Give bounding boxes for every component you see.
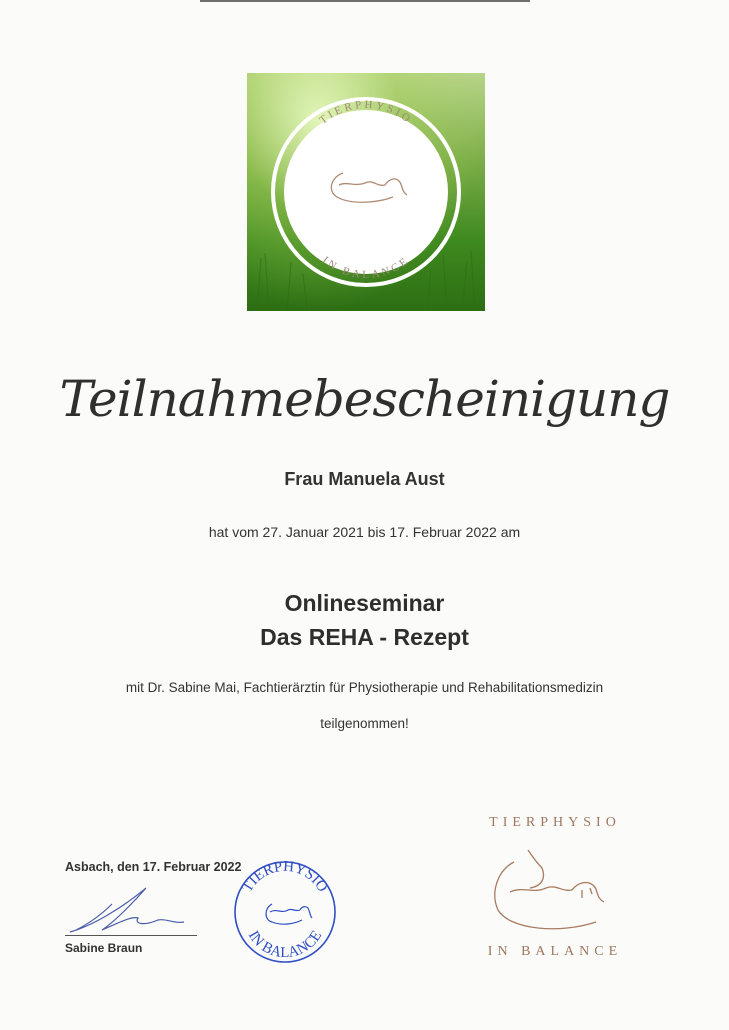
stamp-icon — [230, 856, 340, 968]
svg-text:TIERPHYSIO: TIERPHYSIO — [239, 858, 331, 896]
place-and-date: Asbach, den 17. Februar 2022 — [65, 860, 242, 874]
certificate-title: Teilnahmebescheinigung — [59, 370, 670, 428]
svg-text:TIERPHYSIO: TIERPHYSIO — [317, 98, 415, 127]
svg-text:IN BALANCE: IN BALANCE — [319, 254, 413, 282]
participated-text: teilgenommen! — [320, 716, 409, 731]
seminar-line-2: Das REHA - Rezept — [260, 624, 469, 650]
horse-dog-logo-icon — [470, 842, 640, 942]
signature-line — [65, 935, 197, 936]
brand-name-bottom: IN BALANCE — [487, 944, 623, 959]
logo-emblem-icon — [247, 73, 485, 311]
grass-logo — [247, 73, 485, 311]
handwritten-signature — [62, 882, 192, 938]
brand-name-top: TIERPHYSIO — [489, 815, 621, 830]
participation-period: hat vom 27. Januar 2021 bis 17. Februar 2022 am — [208, 524, 521, 540]
participant-name: Frau Manuela Aust — [284, 469, 445, 489]
top-border-line — [200, 0, 530, 2]
signer-name: Sabine Braun — [65, 941, 143, 955]
seminar-title — [0, 586, 729, 654]
brand-logo — [460, 812, 650, 972]
seminar-line-1: Onlineseminar — [284, 590, 445, 616]
svg-text:IN BALANCE: IN BALANCE — [244, 927, 326, 962]
instructor-line: mit Dr. Sabine Mai, Fachtierärztin für Physiotherapie und Rehabilitationsmedizin — [125, 680, 604, 695]
